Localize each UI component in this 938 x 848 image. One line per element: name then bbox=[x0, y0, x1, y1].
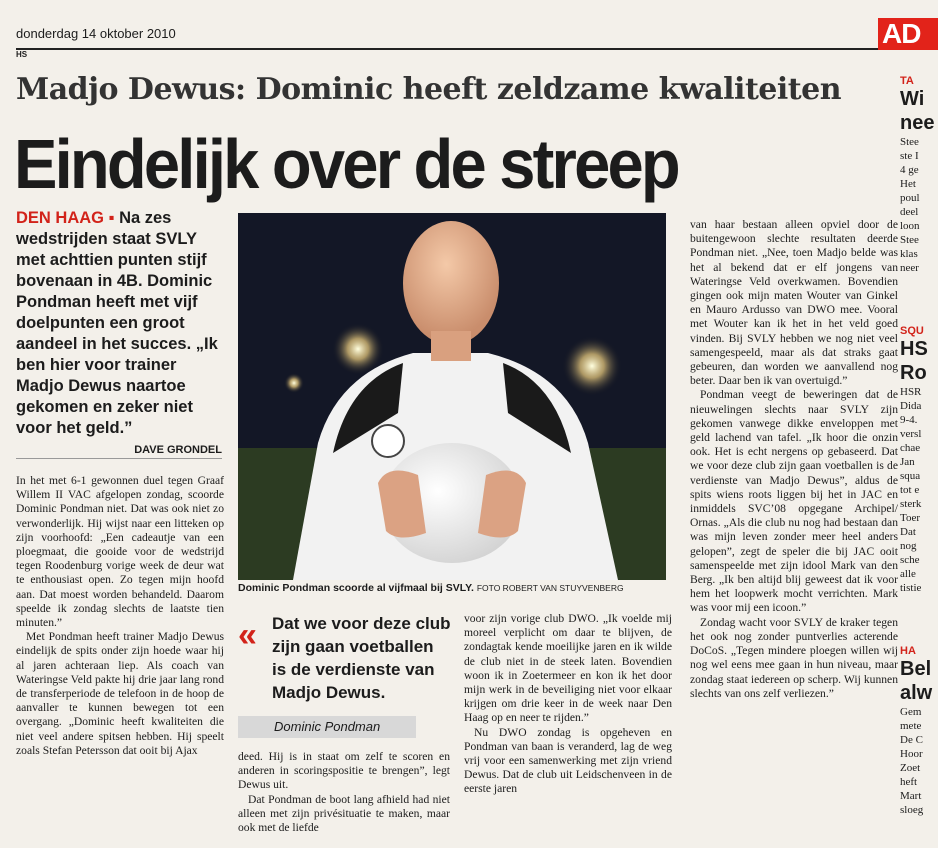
paragraph: van haar bestaan alleen opviel door de buitengewoon slechte resultaten deerde Pondman niet. „Nee, toen Madjo belde was het al bekend dat er elf jongens van Wateringse Veld overkwamen. Bovendien gingen ook mijn maten Wouter van Ginkel en Mauro Ardusso van DWO mee. Vooral met Wouter kan ik het in het veld goed vinden. Bij SVLY hebben we nog niet veel samengespeeld, maar als dat straks gaat gebeuren, dan worden we aanvallend nog beter. Daar ben ik van overtuigd.” bbox=[690, 218, 898, 388]
sidebar-line: Zoet bbox=[900, 762, 921, 774]
sidebar-line: 4 ge bbox=[900, 164, 919, 176]
sidebar-line: Het bbox=[900, 178, 916, 190]
sidebar-block bbox=[900, 325, 931, 645]
photo-caption bbox=[238, 582, 678, 594]
byline: DAVE GRONDEL bbox=[16, 444, 222, 459]
player-photo-illustration bbox=[238, 213, 666, 580]
sidebar-block bbox=[900, 645, 931, 817]
intro-bullet: ▪ bbox=[108, 209, 115, 227]
sidebar-line: loon bbox=[900, 220, 920, 232]
sidebar-title: Ro bbox=[900, 362, 927, 384]
paragraph: Zondag wacht voor SVLY de kraker tegen het ook nog zonder puntverlies acterende DoCoS. „Tegen mindere ploegen willen wij nog wel eens mee gaan in hun niveau, maar zondag staat iedereen op scherp. Wij kunnen slechts van ons zelf verliezen.” bbox=[690, 615, 898, 700]
paragraph: In het met 6-1 gewonnen duel tegen Graaf Willem II VAC afgelopen zondag, scoorde Dominic Pondman niet. Dat was ook niet zo verwonderlijk. Hij wijst naar een litteken op zijn voorhoofd: „Een cadeautje van een ploegmaat, die gooide voor de wedstrijd tegen Roodenburg vorige week de deur wat te enthousiast open. Zo tegen mijn hoofd aan. Dat moest worden behandeld. Daarom speelde ik zondag slechts de laatste tien minuten.” bbox=[16, 474, 224, 630]
top-rule bbox=[16, 48, 916, 50]
sidebar-line: sterk bbox=[900, 498, 922, 510]
sidebar-line: sche bbox=[900, 554, 920, 566]
sidebar-title: nee bbox=[900, 112, 935, 134]
sidebar-line: nog bbox=[900, 540, 917, 552]
sidebar-title: alw bbox=[900, 682, 933, 704]
sidebar-line: Gem bbox=[900, 706, 922, 718]
sidebar-line: 9-4. bbox=[900, 414, 918, 426]
article-kicker: Madjo Dewus: Dominic heeft zeldzame kwaliteiten bbox=[16, 72, 842, 107]
sidebar-line: Mart bbox=[900, 790, 922, 802]
sidebar-line: ste I bbox=[900, 150, 919, 162]
sidebar-line: neer bbox=[900, 262, 919, 274]
sidebar-line: mete bbox=[900, 720, 922, 732]
sidebar-line: squa bbox=[900, 470, 921, 482]
sidebar-section-label: HA bbox=[900, 645, 916, 657]
sidebar-line: heft bbox=[900, 776, 918, 788]
sidebar-line: Jan bbox=[900, 456, 915, 468]
player-photo bbox=[238, 213, 666, 580]
sidebar-section-label: TA bbox=[900, 75, 914, 87]
sidebar-section-label: SQU bbox=[900, 325, 924, 337]
sidebar-line: HSR bbox=[900, 386, 922, 398]
sidebar-line: De C bbox=[900, 734, 923, 746]
sidebar-line: Dat bbox=[900, 526, 916, 538]
sidebar-line: versl bbox=[900, 428, 922, 440]
issue-date: donderdag 14 oktober 2010 bbox=[16, 26, 176, 41]
pullquote-text: Dat we voor deze club zijn gaan voetballen is de verdienste van Madjo Dewus. bbox=[272, 614, 451, 702]
intro-text: Na zes wedstrijden staat SVLY met achttien punten stijf bovenaan in 4B. Dominic Pondman heeft met vijf doelpunten een groot aandeel in het succes. „Ik ben hier voor trainer Madjo Dewus naartoe gekomen en zeker niet voor het geld.” bbox=[16, 209, 218, 437]
sidebar-line: deel bbox=[900, 206, 919, 218]
paragraph: Nu DWO zondag is opgeheven en Pondman van baan is veranderd, lag de weg vrij voor een samenwerking met zijn vriend Dewus. Dat de club uit Leidschenveen in de eerste jaren bbox=[464, 725, 672, 796]
newspaper-logo: AD bbox=[878, 18, 938, 50]
intro-location: DEN HAAG bbox=[16, 209, 105, 227]
article-intro bbox=[16, 208, 226, 439]
caption-text: Dominic Pondman scoorde al vijfmaal bij SVLY. bbox=[238, 582, 474, 594]
paragraph: Met Pondman heeft trainer Madjo Dewus eindelijk de spits onder zijn hoede waar hij al jaren achteraan liep. Als coach van Wateringse Veld pakte hij drie jaar lang rond de transferperiode de telefoon in de hoop de aanvaller te kunnen bewegen tot een overgang. „Dominic heeft kwaliteiten die niet veel andere spitsen hebben. Hij speelt zoals Stefan Petersson dat ooit bij Ajax bbox=[16, 630, 224, 757]
sidebar-block bbox=[900, 75, 935, 325]
sidebar-line: tot e bbox=[900, 484, 920, 496]
paragraph: deed. Hij is in staat om zelf te scoren en anderen in scoringspositie te brengen”, legt Dewus uit. bbox=[238, 750, 450, 792]
sidebar-line: tistie bbox=[900, 582, 922, 594]
sidebar-line: klas bbox=[900, 248, 918, 260]
pullquote-author: Dominic Pondman bbox=[238, 716, 416, 738]
paragraph: Pondman veegt de beweringen dat de nieuwelingen slechts naar SVLY zijn gekomen vanwege dikke enveloppen met geld lachend van tafel. „Ik hoor die onzin ook. Het is echt nergens op gebaseerd. Dat we voor deze club zijn gaan voetballen is de verdienste van Madjo Dewus”, aldus de spits wiens roots liggen bij het in JAC en inmiddels SVC’08 opgegane Archipel/ Ornas. „Als die club nu nog had bestaan dan was mijn leven zonder meer heel anders gelopen”, zegt de speler die bij JAC ooit samenspeelde met zijn idool Mark van den Berg. „Ik ben altijd blij geweest dat ik voor hem het loopwerk mocht verrichten. Mark was voor mij een icoon.” bbox=[690, 388, 898, 615]
quote-mark-icon: « bbox=[238, 616, 257, 654]
column-1 bbox=[16, 474, 224, 758]
sidebar-line: Dida bbox=[900, 400, 922, 412]
sidebar-line: sloeg bbox=[900, 804, 924, 816]
sidebar-line: chae bbox=[900, 442, 921, 454]
sidebar-line: alle bbox=[900, 568, 916, 580]
column-4 bbox=[690, 218, 898, 701]
sidebar-line: poul bbox=[900, 192, 920, 204]
sidebar-title: Bel bbox=[900, 658, 932, 680]
article-headline: Eindelijk over de streep bbox=[14, 125, 678, 203]
photo-credit: FOTO ROBERT VAN STUYVENBERG bbox=[476, 583, 624, 593]
sidebar-line: Hoor bbox=[900, 748, 923, 760]
sidebar-line: Stee bbox=[900, 136, 919, 148]
paragraph: voor zijn vorige club DWO. „Ik voelde mij moreel verplicht om daar te blijven, de zondagtak kende moeilijke jaren en ik wilde de club niet in de steek laten. Bovendien woon ik in Zoetermeer en kon ik het door mijn werk in de beveiliging niet voor elkaar krijgen om drie keer in de week naar Den Haag op en neer te rijden.” bbox=[464, 612, 672, 725]
section-code: HS bbox=[16, 50, 28, 59]
column-3 bbox=[464, 612, 672, 797]
sidebar-title: HS bbox=[900, 338, 928, 360]
sidebar-title: Wi bbox=[900, 88, 925, 110]
sidebar-line: Stee bbox=[900, 234, 919, 246]
column-2 bbox=[238, 750, 450, 835]
sidebar-line: Toer bbox=[900, 512, 920, 524]
paragraph: Dat Pondman de boot lang afhield had niet alleen met zijn privésituatie te maken, maar ook met de liefde bbox=[238, 792, 450, 835]
sidebar-stories bbox=[900, 75, 935, 848]
